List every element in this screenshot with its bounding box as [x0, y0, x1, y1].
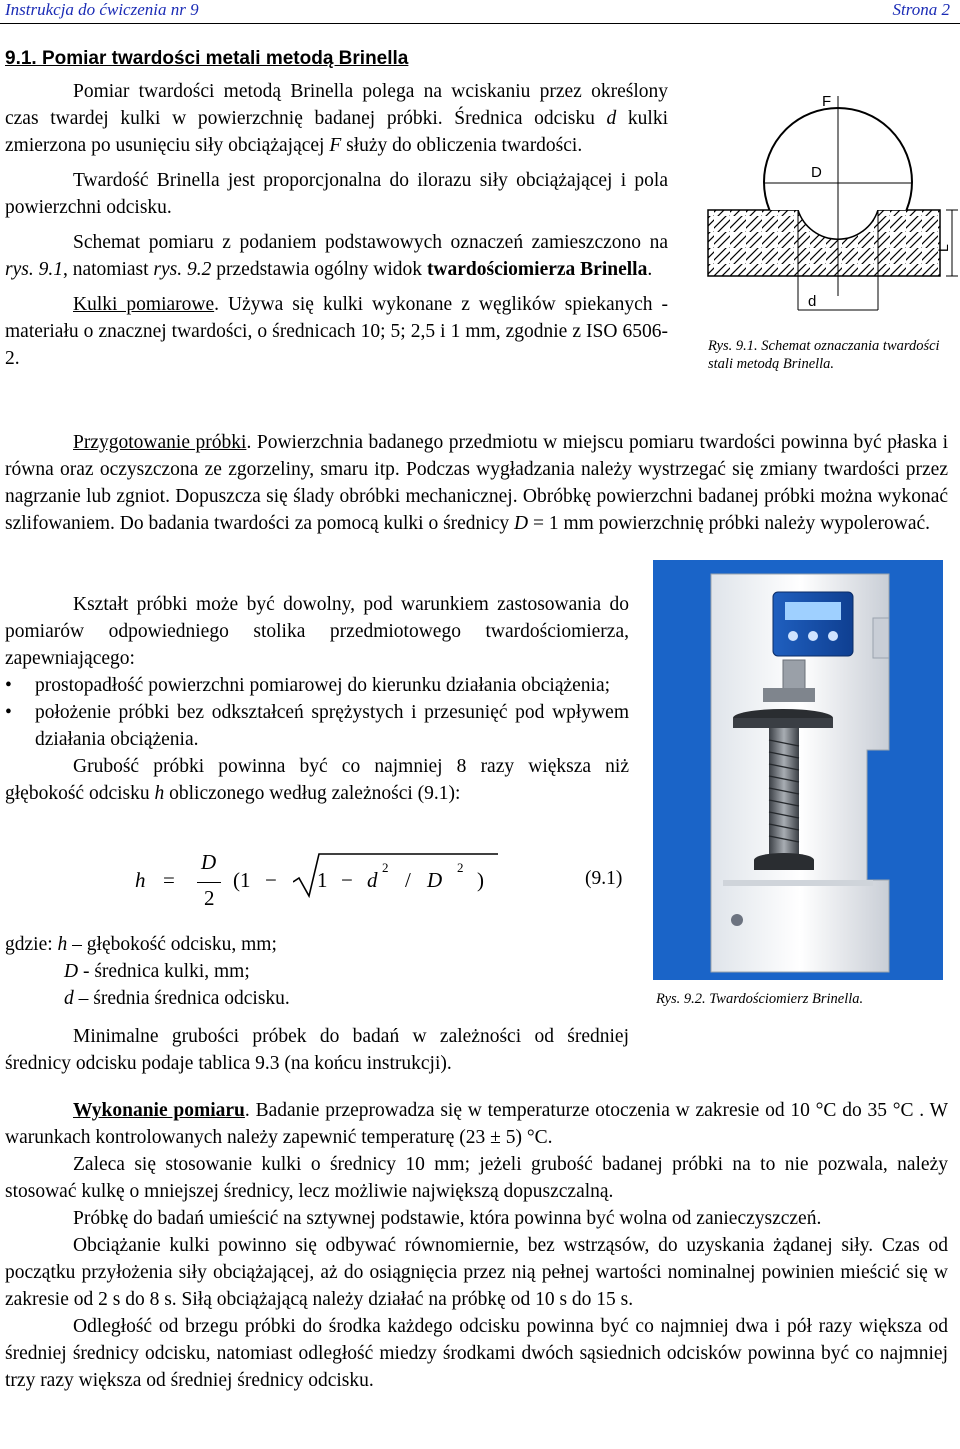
shape-paragraph-2: Grubość próbki powinna być co najmniej 8 razy większa niż głębokość odcisku h obliczonego według zależności (9.1):	[5, 756, 629, 804]
shape-section	[5, 591, 629, 807]
indenter-head	[763, 688, 815, 702]
figure-9-1-caption: Rys. 9.1. Schemat oznaczania twardości stali metodą Brinella.	[708, 338, 940, 372]
label-L: L	[935, 244, 951, 252]
legend-line-h: gdzie: h – głębokość odcisku, mm;	[5, 934, 277, 955]
intro-paragraph-2: Twardość Brinella jest proporcjonalna do ilorazu siły obciążającej i pola powierzchni odcisku.	[5, 170, 668, 218]
intro-paragraph-4: Kulki pomiarowe. Używa się kulki wykonane z węglików spiekanych - materiału o znacznej twardości, o średnicach 10; 5; 2,5 i 1 mm, zgodnie z ISO 6506-2.	[5, 294, 669, 369]
panel-display	[785, 602, 841, 620]
label-D: D	[811, 164, 822, 181]
figure-9-2-caption: Rys. 9.2. Twardościomierz Brinella.	[656, 991, 864, 1007]
shape-bullet-list	[5, 672, 629, 753]
intro-paragraph-1: Pomiar twardości metodą Brinella polega na wciskaniu przez określony czas twardej kulki w powierzchnię badanej próbki. Średnica odcisku d kulki zmierzona po usunięciu siły obciążającej F służy do obliczenia twardości.	[5, 81, 668, 156]
legend-line-d: d – średnia średnica odcisku.	[64, 988, 290, 1009]
equation-number: (9.1)	[585, 868, 623, 889]
shape-bullet-1: • prostopadłość powierzchni pomiarowej do kierunku działania obciążenia;	[5, 672, 629, 699]
legend-line-D: D - średnica kulki, mm;	[64, 961, 250, 982]
intro-column	[5, 78, 668, 372]
page-header	[0, 0, 960, 22]
header-page-number: Strona 2	[892, 0, 950, 19]
procedure-section	[5, 1097, 948, 1394]
minimal-thickness-paragraph: Minimalne grubości próbek do badań w zależności od średniej średnicy odcisku podaje tablica 9.3 (na końcu instrukcji).	[5, 1026, 629, 1074]
shape-bullet-2: • położenie próbki bez odkształceń sprężystych i przesunięć pod wpływem działania obciążenia.	[5, 699, 629, 753]
brinell-hardness-tester-figure	[653, 560, 943, 980]
symbol-legend	[5, 931, 290, 1012]
minimal-thickness-section	[5, 1023, 629, 1077]
label-F: F	[822, 93, 832, 110]
procedure-paragraph-4: Obciążanie kulki powinno się odbywać równomiernie, bez wstrząsów, do uzyskania żądanej siły. Czas od początku przyłożenia siły obciążającej, aż do osiągnięcia przez nią pełnej wartości nominalnej powinien mieścić się w zakresie od 2 s do 8 s. Siłą obciążającą należy działać na próbkę od 10 s do 15 s.	[5, 1235, 948, 1310]
equation-9-1: h = D 2 (1 − 1 − d 2 / D 2 ) (9.1)	[135, 850, 623, 910]
preparation-paragraph: Przygotowanie próbki. Powierzchnia badanego przedmiotu w miejscu pomiaru twardości powinna być płaska i równa oraz oczyszczona ze zgorzeliny, smaru itp. Podczas wygładzania należy wystrzegać się zmiany twardości przez nagrzanie lub zgniot. Dopuszcza się ślady obróbki mechanicznej. Obróbkę powierzchni badanej próbki można wykonać szlifowaniem. Do badania twardości za pomocą kulki o średnicy D = 1 mm powierzchnię próbki należy wypolerować.	[5, 432, 948, 534]
preparation-section	[5, 429, 948, 537]
procedure-paragraph-1: Wykonanie pomiaru. Badanie przeprowadza się w temperaturze otoczenia w zakresie od 10 °C do 35 °C . W warunkach kontrolowanych należy zapewnić temperaturę (23 ± 5) °C.	[5, 1100, 948, 1148]
section-title: 9.1. Pomiar twardości metali metodą Brinella	[5, 48, 409, 69]
header-rule	[0, 23, 960, 24]
label-d: d	[808, 293, 817, 310]
intro-paragraph-3: Schemat pomiaru z podaniem podstawowych oznaczeń zamieszczono na rys. 9.1, natomiast rys. 9.2 przedstawia ogólny widok twardościomierza Brinella.	[5, 232, 668, 280]
shape-paragraph-1: Kształt próbki może być dowolny, pod warunkiem zastosowania do pomiarów odpowiedniego stolika przedmiotowego twardościomierza, zapewniającego:	[5, 594, 629, 669]
header-title: Instrukcja do ćwiczenia nr 9	[5, 0, 199, 19]
brinella-schematic-figure	[698, 88, 960, 328]
procedure-paragraph-2: Zaleca się stosowanie kulki o średnicy 10 mm; jeżeli grubość badanej próbki na to nie pozwala, należy stosować kulkę o mniejszej średnicy, lecz możliwie największą dopuszczalną.	[5, 1154, 948, 1202]
procedure-paragraph-3: Próbkę do badań umieścić na sztywnej podstawie, która powinna być wolna od zanieczyszczeń.	[73, 1208, 822, 1229]
side-handle	[873, 618, 889, 658]
control-panel	[773, 592, 853, 656]
procedure-paragraph-5: Odległość od brzegu próbki do środka każdego odcisku powinna być co najmniej dwa i pół razy większa od średniej średnicy odcisku, natomiast odległość miedzy środkami dwóch sąsiednich odcisków powinna być co najmniej trzy razy większa od średniej średnicy odcisku.	[5, 1316, 948, 1391]
brand-badge	[731, 914, 743, 926]
